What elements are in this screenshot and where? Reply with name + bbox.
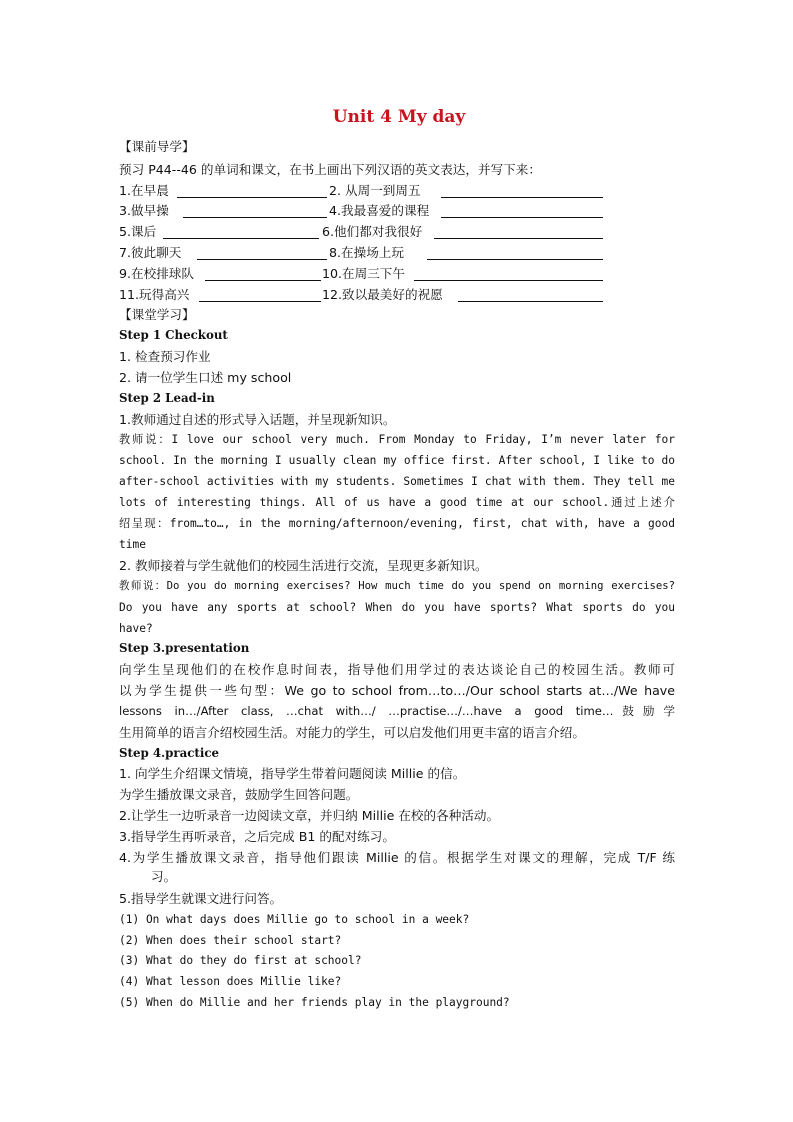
step2-line: 1.教师通过自述的形式导入话题，并呈现新知识。	[119, 412, 396, 427]
answer-blank[interactable]	[441, 197, 603, 198]
step1-line: 2. 请一位学生口述 my school	[119, 370, 292, 385]
answer-blank[interactable]	[163, 238, 319, 239]
answer-blank[interactable]	[414, 280, 603, 281]
vocab-item: 1.在早晨	[119, 183, 169, 198]
vocab-item: 7.彼此聊天	[119, 245, 182, 260]
vocab-item: 5.课后	[119, 224, 157, 239]
step2-line: 教师说：Do you do morning exercises? How much time do you spend on morning exercises?	[119, 580, 675, 592]
vocab-item: 10.在周三下午	[322, 266, 405, 281]
answer-blank[interactable]	[441, 217, 603, 218]
step4-line: 3.指导学生再听录音，之后完成 B1 的配对练习。	[119, 829, 395, 844]
step2-line: school. In the morning I usually clean my office first. After school, I like to do	[119, 454, 675, 467]
step3-line: lessons in…/After class, …chat with…/ …practise…/…have a good time…鼓励学	[119, 704, 675, 718]
step2-line: after-school activities with my students. Sometimes I chat with them. They tell me	[119, 475, 675, 488]
section-heading-class: 【课堂学习】	[119, 307, 195, 322]
step2-line: 教师说：I love our school very much. From Monday to Friday, I’m never later for	[119, 433, 675, 446]
vocab-item: 11.玩得高兴	[119, 287, 190, 302]
step2-line: time	[119, 538, 146, 551]
vocab-item: 4.我最喜爱的课程	[329, 203, 430, 218]
answer-blank[interactable]	[177, 197, 327, 198]
step4-line: 4.为学生播放课文录音，指导他们跟读 Millie 的信。根据学生对课文的理解，完成 T/F 练	[119, 850, 675, 865]
step2-line: 2. 教师接着与学生就他们的校园生活进行交流，呈现更多新知识。	[119, 558, 488, 573]
preview-instruction: 预习 P44--46 的单词和课文，在书上画出下列汉语的英文表达，并写下来：	[119, 162, 541, 177]
step2-line: lots of interesting things. All of us have a good time at our school.通过上述介	[119, 496, 675, 509]
question-item: (1) On what days does Millie go to school in a week?	[119, 913, 470, 926]
vocab-row	[119, 263, 609, 284]
answer-blank[interactable]	[183, 217, 327, 218]
vocab-item: 6.他们都对我很好	[322, 224, 423, 239]
step4-line: 习。	[119, 869, 177, 884]
answer-blank[interactable]	[434, 238, 603, 239]
step2-title: Step 2 Lead-in	[119, 391, 215, 405]
step2-line: Do you have any sports at school? When do you have sports? What sports do you	[119, 601, 675, 614]
answer-blank[interactable]	[458, 301, 603, 302]
question-item: (5) When do Millie and her friends play in the playground?	[119, 996, 510, 1009]
answer-blank[interactable]	[199, 301, 321, 302]
question-item: (2) When does their school start?	[119, 934, 342, 947]
question-item: (3) What do they do first at school?	[119, 954, 362, 967]
vocab-row	[119, 180, 609, 201]
step3-line: 生用简单的语言介绍校园生活。对能力的学生，可以启发他们用更丰富的语言介绍。	[119, 725, 585, 740]
step1-title: Step 1 Checkout	[119, 328, 228, 342]
step4-line: 2.让学生一边听录音一边阅读文章，并归纳 Millie 在校的各种活动。	[119, 808, 500, 823]
step3-line: 向学生呈现他们的在校作息时间表，指导他们用学过的表达谈论自己的校园生活。教师可	[119, 662, 675, 677]
answer-blank[interactable]	[427, 259, 603, 260]
step3-title: Step 3.presentation	[119, 641, 250, 655]
section-heading-preview: 【课前导学】	[119, 139, 195, 154]
vocab-item: 2. 从周一到周五	[329, 183, 421, 198]
answer-blank[interactable]	[197, 259, 327, 260]
page-title: Unit 4 My day	[332, 107, 466, 127]
vocab-row	[119, 242, 609, 263]
step1-line: 1. 检查预习作业	[119, 349, 211, 364]
step2-line: have?	[119, 622, 153, 635]
step4-title: Step 4.practice	[119, 746, 220, 760]
step4-line: 5.指导学生就课文进行问答。	[119, 891, 283, 906]
question-item: (4) What lesson does Millie like?	[119, 975, 342, 988]
vocab-row	[119, 200, 609, 221]
step3-line: 以为学生提供一些句型：We go to school from…to…/Our school starts at…/We have	[119, 683, 675, 698]
answer-blank[interactable]	[205, 280, 321, 281]
step4-line: 为学生播放课文录音，鼓励学生回答问题。	[119, 787, 359, 802]
vocab-row	[119, 221, 609, 242]
vocab-row	[119, 284, 609, 305]
vocab-item: 9.在校排球队	[119, 266, 194, 281]
step4-line: 1. 向学生介绍课文情境，指导学生带着问题阅读 Millie 的信。	[119, 766, 466, 781]
step2-line: 绍呈现：from…to…, in the morning/afternoon/evening, first, chat with, have a good	[119, 517, 675, 530]
vocab-item: 8.在操场上玩	[329, 245, 404, 260]
vocab-item: 12.致以最美好的祝愿	[322, 287, 443, 302]
vocab-item: 3.做早操	[119, 203, 169, 218]
